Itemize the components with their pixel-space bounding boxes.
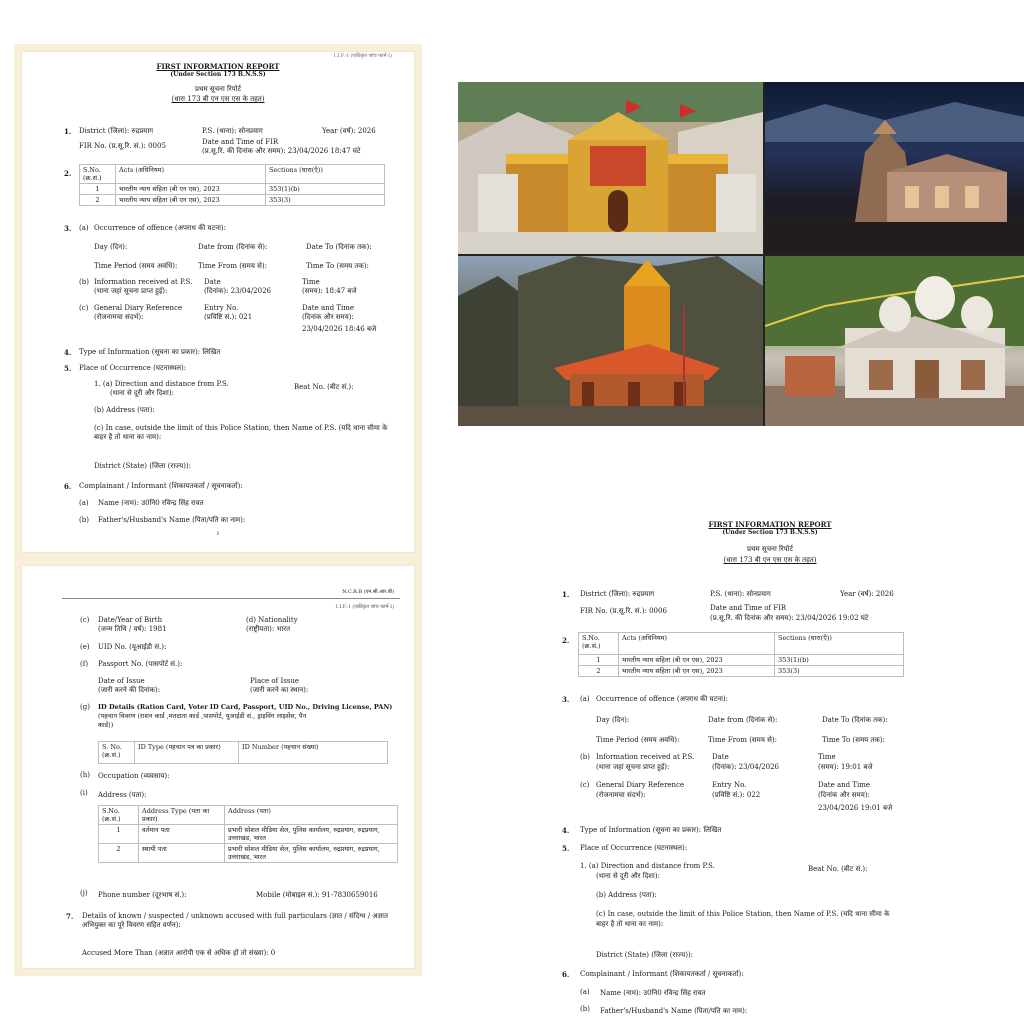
section-number: 1. — [562, 590, 570, 599]
section-number: 5. — [562, 844, 570, 853]
date-to-label: Date To (दिनांक तक): — [306, 243, 372, 251]
dob-label: Date/Year of Birth — [98, 616, 163, 624]
entry-no: (प्रविष्टि सं.): 021 — [204, 313, 253, 321]
form-code: I.I.F.-I (एकीकृत जांच फार्म-I) — [335, 604, 394, 610]
gd-datetime: 23/04/2026 19:01 बजे — [818, 804, 893, 812]
outside-limit-label-2: बाहर है तो थाना का नाम): — [596, 920, 664, 928]
yamunotri-temple-illustration — [458, 256, 763, 426]
sub-label: (c) — [580, 781, 590, 789]
sub-label: (a) — [79, 224, 89, 232]
fir-page-0006 — [540, 508, 1000, 1024]
sub-label: (f) — [80, 660, 89, 668]
id-header-number: ID Number (पहचान संख्या) — [239, 742, 388, 764]
accused-count: Accused More Than (अज्ञात आरोपी एक से अधिक हों तो संख्या): 0 — [82, 949, 276, 957]
address-label: (b) Address (पता): — [94, 406, 155, 414]
entry-no-label: Entry No. — [712, 781, 747, 789]
passport-label: Passport No. (पासपोर्ट सं.): — [98, 660, 183, 668]
dob: (जन्म तिथि / वर्ष): 1981 — [98, 625, 167, 633]
address-table — [98, 805, 398, 863]
address-header-type: Address Type (पता का प्रकार) — [139, 806, 225, 825]
type-of-information: Type of Information (सूचना का प्रकार): लिखित — [79, 348, 221, 356]
fir-page-continuation — [22, 566, 414, 968]
time-label: Time — [818, 753, 836, 761]
gangotri-temple-illustration — [765, 256, 1024, 426]
id-details-label: ID Details (Ration Card, Voter ID Card, Passport, UID No., Driving License, PAN) — [98, 703, 393, 711]
year: Year (वर्ष): 2026 — [322, 127, 376, 135]
section-number: 4. — [562, 826, 570, 835]
section-number: 2. — [562, 636, 570, 645]
date-label: Date — [204, 278, 221, 286]
acts-table — [578, 632, 904, 677]
gd-datetime-label-hindi: (दिनांक और समय): — [818, 791, 870, 799]
id-header-sno: S. No. (क्र.सं.) — [99, 742, 135, 764]
fir-number: FIR No. (प्र.सू.रि. सं.): 0006 — [580, 607, 667, 615]
outside-limit-label: (c) In case, outside the limit of this Police Station, then Name of P.S. (यदि थाना सीमा के — [596, 910, 890, 918]
date-to-label: Date To (दिनांक तक): — [822, 716, 888, 724]
gd-reference-label: General Diary Reference — [94, 304, 183, 312]
table-row: 1 भारतीय न्याय संहिता (बी एन एस), 2023 353(1)(b) — [80, 184, 385, 195]
form-code: I.I.F.-I (एकीकृत जांच फार्म-I) — [333, 53, 392, 59]
id-table — [98, 741, 388, 764]
gd-datetime-label: Date and Time — [302, 304, 355, 312]
acts-header-sno: S.No. (क्र.सं.) — [579, 633, 619, 655]
section-number: 3. — [562, 695, 570, 704]
table-row: 1 वर्तमान पता प्रभारी सोशल मीडिया सेल, पुलिस कार्यालय, रुद्रप्रयाग, रुद्रप्रयाग, उत्तराखंड, भारत — [99, 825, 398, 844]
sub-label: (b) — [79, 278, 89, 286]
beat-no-label: Beat No. (बीट सं.): — [294, 383, 354, 391]
complainant-name: Name (नाम): उ0नि0 रविन्द्र सिंह रावत — [600, 989, 706, 997]
day-label: Day (दिन): — [94, 243, 128, 251]
time-to-label: Time To (समय तक): — [306, 262, 369, 270]
accused-label-2: अभियुक्त का पूरे विवरण सहित वर्णन): — [82, 921, 181, 929]
district-state-label: District (State) (जिला (राज्य)): — [596, 951, 694, 959]
sub-label: (b) — [79, 516, 89, 524]
father-name-label: Father's/Husband's Name (पिता/पति का नाम): — [98, 516, 246, 524]
info-received-label-hindi: (थाना जहां सूचना प्राप्त हुई): — [94, 287, 168, 295]
district: District (जिला): रुद्रप्रयाग — [580, 590, 655, 598]
time-from-label: Time From (समय से): — [708, 736, 777, 744]
section-number: 1. — [64, 127, 72, 136]
acts-header-section: Sections (धारा(एँ)) — [775, 633, 904, 655]
section-number: 3. — [64, 224, 72, 233]
day-label: Day (दिन): — [596, 716, 630, 724]
fir-title: FIRST INFORMATION REPORT — [156, 62, 280, 71]
nationality: (राष्ट्रीयता): भारत — [246, 625, 291, 633]
badrinath-temple-photo — [458, 82, 763, 254]
direction-label: 1. (a) Direction and distance from P.S. — [94, 380, 229, 388]
year: Year (वर्ष): 2026 — [840, 590, 894, 598]
temple-photo-collage — [458, 82, 1024, 426]
address-label: Address (पता): — [98, 791, 147, 799]
table-row: 2 भारतीय न्याय संहिता (बी एन एस), 2023 353(3) — [579, 666, 904, 677]
mountain-temple-photo — [458, 256, 763, 426]
address-header-address: Address (पता) — [225, 806, 398, 825]
fir-subtitle: (Under Section 173 B.N.S.S) — [170, 71, 266, 78]
place-of-issue-label-hindi: (जारी करने का स्थान): — [250, 686, 309, 694]
sub-label: (j) — [80, 889, 88, 897]
mobile-number: Mobile (मोबाइल सं.): 91-7830659016 — [256, 891, 378, 899]
date-of-issue-label: Date of Issue — [98, 677, 145, 685]
sub-label: (b) — [580, 753, 590, 761]
gd-reference-label: General Diary Reference — [596, 781, 685, 789]
fir-datetime: (प्र.सू.रि. की दिनांक और समय): 23/04/2026 18:47 घंटे — [202, 147, 361, 155]
fir-number: FIR No. (प्र.सू.रि. सं.): 0005 — [79, 142, 166, 150]
acts-header-act: Acts (अधिनियम) — [619, 633, 775, 655]
kedarnath-temple-illustration — [765, 82, 1024, 254]
info-time: (समय): 19:01 बजे — [818, 763, 873, 771]
nationality-label: (d) Nationality — [246, 616, 298, 624]
police-station: P.S. (थाना): सोनप्रयाग — [710, 590, 771, 598]
info-date: (दिनांक): 23/04/2026 — [712, 763, 779, 771]
section-number: 7. — [66, 912, 74, 921]
page-number: 1 — [216, 531, 220, 537]
uid-label: UID No. (यूआईडी सं.): — [98, 643, 167, 651]
sub-label: (e) — [80, 643, 90, 651]
place-of-occurrence-label: Place of Occurrence (घटनास्थल): — [79, 364, 187, 372]
acts-table — [79, 164, 385, 206]
phone-label: Phone number (दूरभाष सं.): — [98, 891, 187, 899]
fir-page-0005 — [22, 52, 414, 552]
sub-label: (i) — [80, 789, 88, 797]
info-received-label-hindi: (थाना जहां सूचना प्राप्त हुई): — [596, 763, 670, 771]
ncrb-label: N.C.R.B (एन.सी.आर.बी) — [342, 589, 394, 595]
sub-label: (a) — [580, 695, 590, 703]
acts-header-act: Acts (अधिनियम) — [116, 165, 266, 184]
section-number: 6. — [562, 970, 570, 979]
district: District (जिला): रुद्रप्रयाग — [79, 127, 154, 135]
fir-datetime-label: Date and Time of FIR — [202, 138, 279, 146]
time-period-label: Time Period (समय अवधि): — [94, 262, 178, 270]
kedarnath-temple-night-photo — [765, 82, 1024, 254]
section-number: 4. — [64, 348, 72, 357]
fir-title: FIRST INFORMATION REPORT — [708, 520, 832, 529]
table-row: 2 स्थायी पता प्रभारी सोशल मीडिया सेल, पुलिस कार्यालय, रुद्रप्रयाग, रुद्रप्रयाग, उत्तराखंड, भारत — [99, 844, 398, 863]
gd-reference-label-hindi: (रोजनामचा संदर्भ): — [94, 313, 144, 321]
fir-subtitle-hindi: (धारा 173 बी एन एस एस के तहत) — [171, 95, 265, 103]
section-number: 2. — [64, 169, 72, 178]
complainant-label: Complainant / Informant (शिकायतकर्ता / सूचनाकर्ता): — [580, 970, 744, 978]
info-received-label: Information received at P.S. — [596, 753, 695, 761]
address-header-sno: S.No. (क्र.सं.) — [99, 806, 139, 825]
police-station: P.S. (थाना): सोनप्रयाग — [202, 127, 263, 135]
section-number: 6. — [64, 482, 72, 491]
outside-limit-label-2: बाहर है तो थाना का नाम): — [94, 433, 162, 441]
place-of-issue-label: Place of Issue — [250, 677, 300, 685]
badrinath-temple-illustration — [458, 82, 763, 254]
time-from-label: Time From (समय से): — [198, 262, 267, 270]
accused-label: Details of known / suspected / unknown accused with full particulars (ज्ञात / संदिग्ध / अज्ञात — [82, 912, 388, 920]
gd-datetime-label-hindi: (दिनांक और समय): — [302, 313, 354, 321]
outside-limit-label: (c) In case, outside the limit of this Police Station, then Name of P.S. (यदि थाना सीमा के — [94, 424, 388, 432]
beat-no-label: Beat No. (बीट सं.): — [808, 865, 868, 873]
direction-label-hindi: (थाना से दूरी और दिशा): — [110, 389, 174, 397]
gd-datetime-label: Date and Time — [818, 781, 871, 789]
acts-header-sno: S.No. (क्र.सं.) — [80, 165, 116, 184]
fir-title-hindi: प्रथम सूचना रिपोर्ट — [747, 545, 793, 553]
entry-no-label: Entry No. — [204, 304, 239, 312]
address-label: (b) Address (पता): — [596, 891, 657, 899]
info-received-label: Information received at P.S. — [94, 278, 193, 286]
direction-label-hindi: (थाना से दूरी और दिशा): — [596, 872, 660, 880]
sub-label: (a) — [580, 988, 590, 996]
info-date: (दिनांक): 23/04/2026 — [204, 287, 271, 295]
id-details-label-hindi-2: कार्ड)) — [98, 721, 114, 729]
id-header-type: ID Type (पहचान पत्र का प्रकार) — [135, 742, 239, 764]
sub-label: (a) — [79, 499, 89, 507]
fir-datetime-label: Date and Time of FIR — [710, 604, 787, 612]
fir-title-hindi: प्रथम सूचना रिपोर्ट — [195, 85, 241, 93]
gangotri-temple-photo — [765, 256, 1024, 426]
id-details-label-hindi: (पहचान विवरण (राशन कार्ड ,मतदाता कार्ड ,पासपोर्ट, यूआईडी सं., ड्राइविंग लाइसेंस, पैन — [98, 712, 307, 720]
time-to-label: Time To (समय तक): — [822, 736, 885, 744]
fir-subtitle: (Under Section 173 B.N.S.S) — [722, 529, 818, 536]
complainant-name: Name (नाम): उ0नि0 रविन्द्र सिंह रावत — [98, 499, 204, 507]
time-period-label: Time Period (समय अवधि): — [596, 736, 680, 744]
occupation-label: Occupation (व्यवसाय): — [98, 772, 170, 780]
place-of-occurrence-label: Place of Occurrence (घटनास्थल): — [580, 844, 688, 852]
acts-header-section: Sections (धारा(एँ)) — [266, 165, 385, 184]
date-from-label: Date from (दिनांक से): — [198, 243, 268, 251]
gd-reference-label-hindi: (रोजनामचा संदर्भ): — [596, 791, 646, 799]
section-number: 5. — [64, 364, 72, 373]
fir-subtitle-hindi: (धारा 173 बी एन एस एस के तहत) — [723, 556, 817, 564]
occurrence-label: Occurrence of offence (अपराध की घटना): — [94, 224, 227, 232]
date-from-label: Date from (दिनांक से): — [708, 716, 778, 724]
info-time: (समय): 18:47 बजे — [302, 287, 357, 295]
type-of-information: Type of Information (सूचना का प्रकार): लिखित — [580, 826, 722, 834]
father-name-label: Father's/Husband's Name (पिता/पति का नाम): — [600, 1007, 748, 1015]
fir-datetime: (प्र.सू.रि. की दिनांक और समय): 23/04/2026 19:02 घंटे — [710, 614, 869, 622]
table-row: 1 भारतीय न्याय संहिता (बी एन एस), 2023 353(1)(b) — [579, 655, 904, 666]
sub-label: (c) — [80, 616, 90, 624]
sub-label: (c) — [79, 304, 89, 312]
date-label: Date — [712, 753, 729, 761]
sub-label: (b) — [580, 1005, 590, 1013]
complainant-label: Complainant / Informant (शिकायतकर्ता / सूचनाकर्ता): — [79, 482, 243, 490]
occurrence-label: Occurrence of offence (अपराध की घटना): — [596, 695, 729, 703]
header-divider — [62, 598, 400, 599]
date-of-issue-label-hindi: (जारी करने की दिनांक): — [98, 686, 161, 694]
sub-label: (h) — [80, 771, 90, 779]
sub-label: (g) — [80, 703, 90, 711]
table-row: 2 भारतीय न्याय संहिता (बी एन एस), 2023 353(3) — [80, 195, 385, 206]
gd-datetime: 23/04/2026 18:46 बजे — [302, 325, 377, 333]
district-state-label: District (State) (जिला (राज्य)): — [94, 462, 192, 470]
time-label: Time — [302, 278, 320, 286]
entry-no: (प्रविष्टि सं.): 022 — [712, 791, 761, 799]
direction-label: 1. (a) Direction and distance from P.S. — [580, 862, 715, 870]
